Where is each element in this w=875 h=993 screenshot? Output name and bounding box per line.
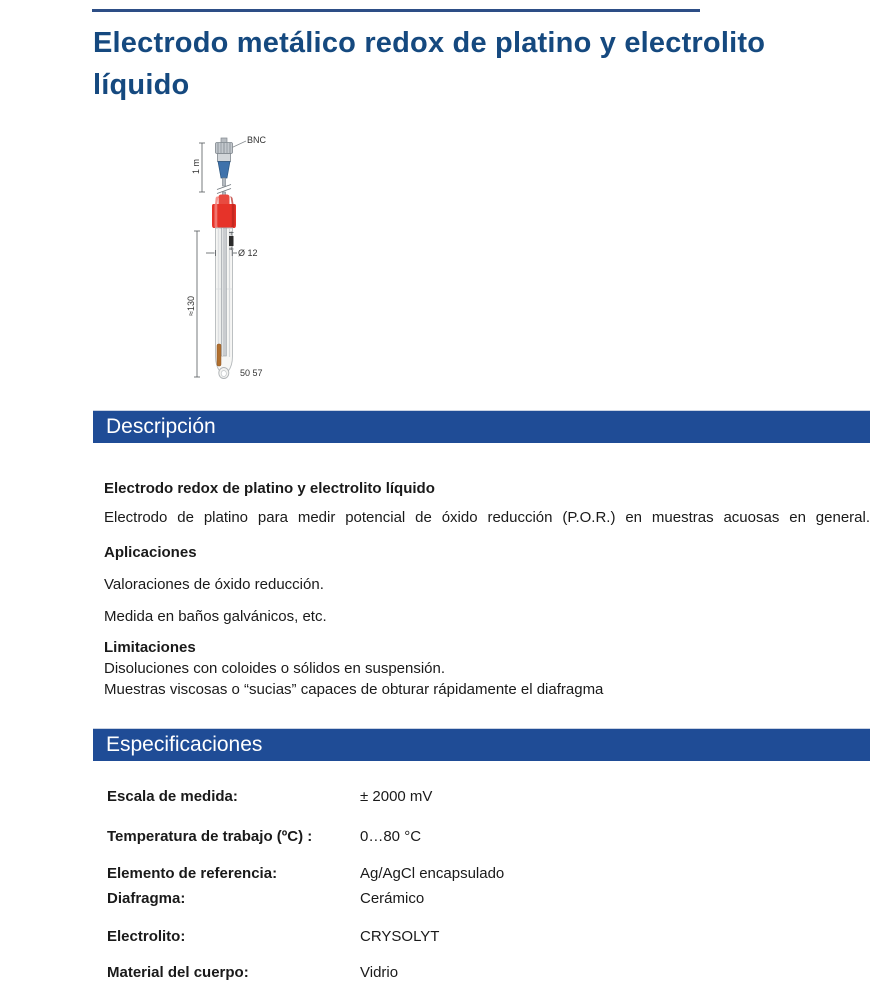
- limitation-item: Muestras viscosas o “sucias” capaces de obturar rápidamente el diafragma: [104, 681, 604, 698]
- bnc-connector-icon: [216, 138, 233, 162]
- description-subtitle: Electrodo redox de platino y electrolito líquido: [104, 480, 435, 497]
- application-item: Valoraciones de óxido reducción.: [104, 576, 324, 593]
- bnc-label: BNC: [247, 135, 267, 145]
- spec-label: Temperatura de trabajo (ºC) :: [107, 828, 313, 845]
- spec-value: Ag/AgCl encapsulado: [360, 865, 505, 882]
- page-title: Electrodo metálico redox de platino y electrolito líquido: [93, 27, 766, 101]
- glass-body: [216, 228, 233, 379]
- diaphragm: [217, 344, 221, 366]
- dimension-body-length: [186, 231, 200, 377]
- application-item: Medida en baños galvánicos, etc.: [104, 608, 327, 625]
- electrode-figure: [170, 126, 340, 396]
- cable-length-label: 1 m: [191, 158, 201, 174]
- spec-row: [107, 890, 807, 908]
- description-paragraph: Electrodo de platino para medir potencial de óxido reducción (P.O.R.) en muestras acuosas en general.: [104, 509, 870, 526]
- spec-value: ± 2000 mV: [360, 788, 433, 805]
- spec-value: 0…80 °C: [360, 828, 422, 845]
- spec-label: Escala de medida:: [107, 788, 238, 805]
- applications-heading: Aplicaciones: [104, 544, 197, 561]
- limitations-heading: Limitaciones: [104, 639, 196, 656]
- spec-row: [107, 928, 807, 946]
- section-header-especificaciones: Especificaciones: [93, 728, 870, 761]
- top-divider-rule: [92, 9, 700, 12]
- specifications-table: [107, 788, 807, 982]
- spec-row: [107, 865, 807, 883]
- diameter-label: Ø 12: [238, 248, 258, 258]
- spec-label: Elemento de referencia:: [107, 865, 278, 882]
- red-cap: [212, 195, 236, 229]
- spec-value: CRYSOLYT: [360, 928, 440, 945]
- model-number-label: 50 57: [240, 368, 263, 378]
- dimension-cable-length: [191, 143, 205, 192]
- spec-label: Material del cuerpo:: [107, 964, 249, 981]
- spec-row: [107, 964, 807, 982]
- limitation-item: Disoluciones con coloides o sólidos en suspensión.: [104, 660, 446, 677]
- spec-label: Diafragma:: [107, 890, 186, 907]
- spec-value: Vidrio: [360, 964, 399, 981]
- spec-row: [107, 828, 807, 846]
- description-section: [104, 480, 870, 702]
- section-header-descripcion: Descripción: [93, 410, 870, 443]
- bnc-leader-line: [231, 141, 246, 148]
- spec-label: Electrolito:: [107, 928, 186, 945]
- spec-value: Cerámico: [360, 890, 425, 907]
- strain-relief-cone: [218, 162, 230, 179]
- spec-row: [107, 788, 807, 806]
- electrode-diagram: [170, 126, 340, 396]
- body-length-label: ≈130: [186, 296, 196, 316]
